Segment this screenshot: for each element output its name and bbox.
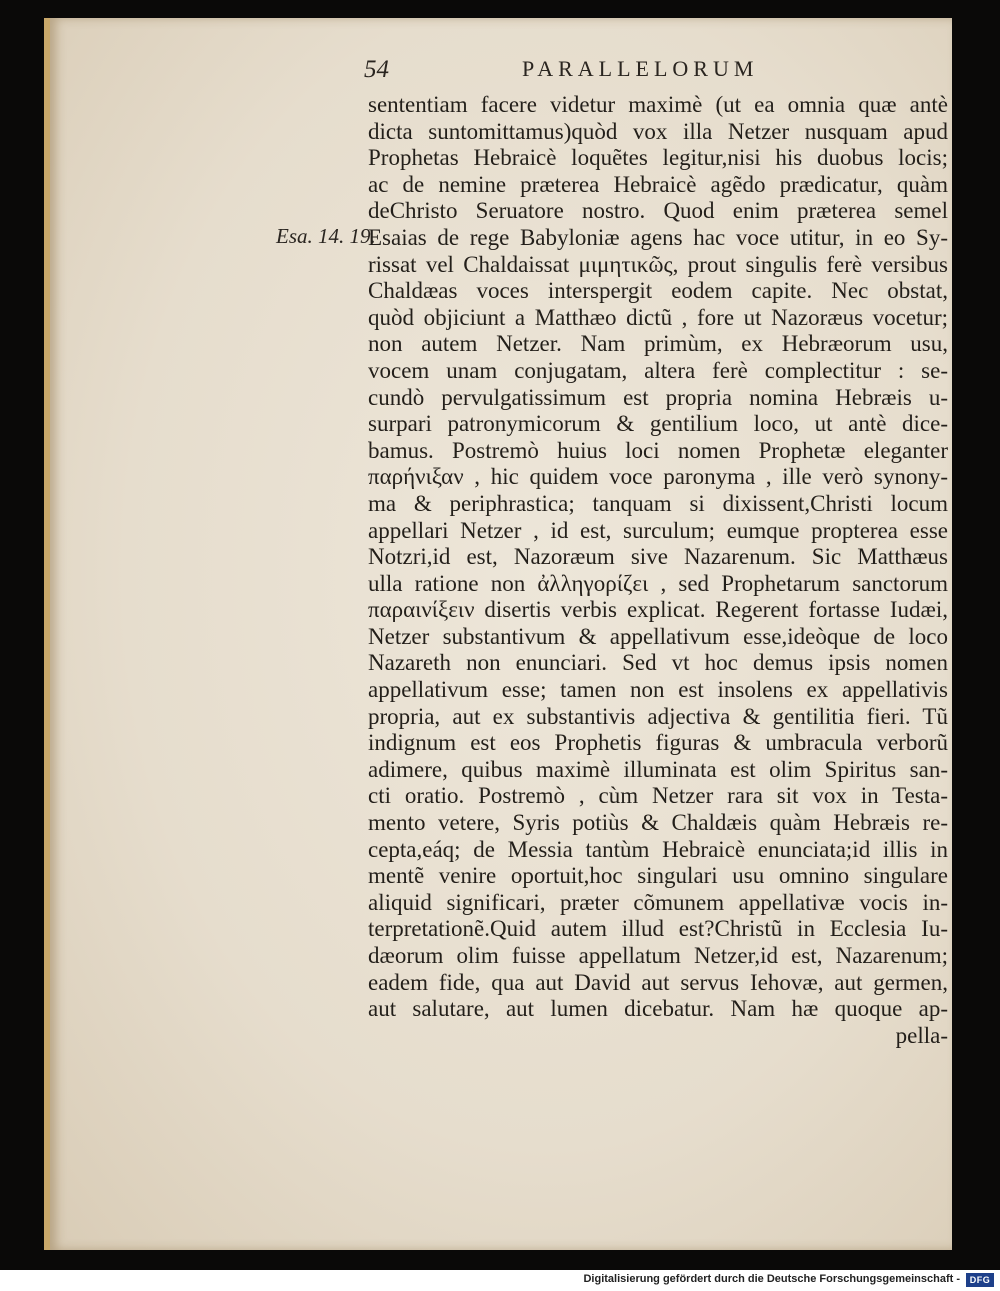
- text-line: appellativum esse; tamen non est insolens ex appellativis: [368, 677, 948, 703]
- running-head: PARALLELORUM: [522, 56, 759, 81]
- footer-bar: [0, 1270, 1000, 1291]
- text-line: ac de nemine præterea Hebraicè agẽdo prædicatur, quàm: [368, 171, 948, 197]
- text-line: aut salutare, aut lumen dicebatur. Nam hæ quoque ap-: [368, 996, 948, 1022]
- text-line: quòd objiciunt a Matthæo dictũ , fore ut Nazoræus vocetur;: [368, 304, 948, 330]
- text-line: mento vetere, Syris potiùs & Chaldæis quàm Hebræis re-: [368, 810, 948, 836]
- text-line: παραινίξειν disertis verbis explicat. Regerent fortasse Iudæi,: [368, 597, 948, 623]
- text-line: Chaldæas voces interspergit eodem capite. Nec obstat,: [368, 278, 948, 304]
- text-line: aliquid significari, præter cõmunem appellativæ vocis in-: [368, 889, 948, 915]
- catchword-line: pella-: [895, 1022, 948, 1048]
- text-line: cti oratio. Postremò , cùm Netzer rara sit vox in Testa-: [368, 783, 948, 809]
- text-line: surpari patronymicorum & gentilium loco, ut antè dice-: [368, 411, 948, 437]
- text-line: appellari Netzer , id est, surculum; eumque propterea esse: [368, 517, 948, 543]
- text-line: dicta suntomittamus)quòd vox illa Netzer nusquam apud: [368, 118, 948, 144]
- text-line: terpretationẽ.Quid autem illud est?Christũ in Ecclesia Iu-: [368, 916, 948, 942]
- text-line: eadem fide, qua aut David aut servus Iehovæ, aut germen,: [368, 969, 948, 995]
- text-line: deChristo Seruatore nostro. Quod enim præterea semel: [368, 198, 948, 224]
- text-line: παρήνιξαν , hic quidem voce paronyma , ille verò synony-: [368, 464, 948, 490]
- funding-credit: Digitalisierung gefördert durch die Deutsche Forschungsgemeinschaft -: [583, 1273, 960, 1285]
- text-line: Prophetas Hebraicè loquẽtes legitur,nisi his duobus locis;: [368, 145, 948, 171]
- text-line: sententiam facere videtur maximè (ut ea omnia quæ antè: [368, 92, 948, 117]
- text-line: Nazareth non enunciari. Sed vt hoc demus ipsis nomen: [368, 650, 948, 676]
- page-header: [50, 56, 952, 86]
- body-text: [368, 92, 948, 1049]
- text-line: propria, aut ex substantivis adjectiva & gentilitia fieri. Tũ: [368, 703, 948, 729]
- text-line: cepta,eáq; de Messia tantùm Hebraicè enunciata;id illis in: [368, 836, 948, 862]
- text-line: bamus. Postremò huius loci nomen Prophetæ eleganter: [368, 437, 948, 463]
- text-line: indignum est eos Prophetis figuras & umbracula verborũ: [368, 730, 948, 756]
- text-line: mentẽ venire oportuit,hoc singulari usu omnino singulare: [368, 863, 948, 889]
- page-number: 54: [364, 56, 389, 83]
- text-line: rissat vel Chaldaissat μιμητικῶς, prout singulis ferè versibus: [368, 251, 948, 277]
- text-line: ulla ratione non ἀλληγορίζει , sed Prophetarum sanctorum: [368, 570, 948, 596]
- text-line: adimere, quibus maximè illuminata est olim Spiritus san-: [368, 756, 948, 782]
- book-page: [44, 18, 952, 1250]
- dfg-logo-icon: DFG: [966, 1273, 994, 1287]
- text-line: ma & periphrastica; tanquam si dixissent,Christi locum: [368, 490, 948, 516]
- text-line: dæorum olim fuisse appellatum Netzer,id est, Nazarenum;: [368, 943, 948, 968]
- text-line: Netzer substantivum & appellativum esse,ideòque de loco: [368, 623, 948, 649]
- text-line: Notzri,id est, Nazoræum sive Nazarenum. Sic Matthæus: [368, 544, 948, 570]
- text-line: non autem Netzer. Nam primùm, ex Hebræorum usu,: [368, 331, 948, 357]
- text-line: Esaias de rege Babyloniæ agens hac voce utitur, in eo Sy-: [368, 224, 948, 250]
- margin-note: Esa. 14. 19.: [276, 224, 376, 248]
- text-line: cundò pervulgatissimum est propria nomina Hebræis u-: [368, 384, 948, 410]
- text-line: vocem unam conjugatam, altera ferè complectitur : se-: [368, 357, 948, 383]
